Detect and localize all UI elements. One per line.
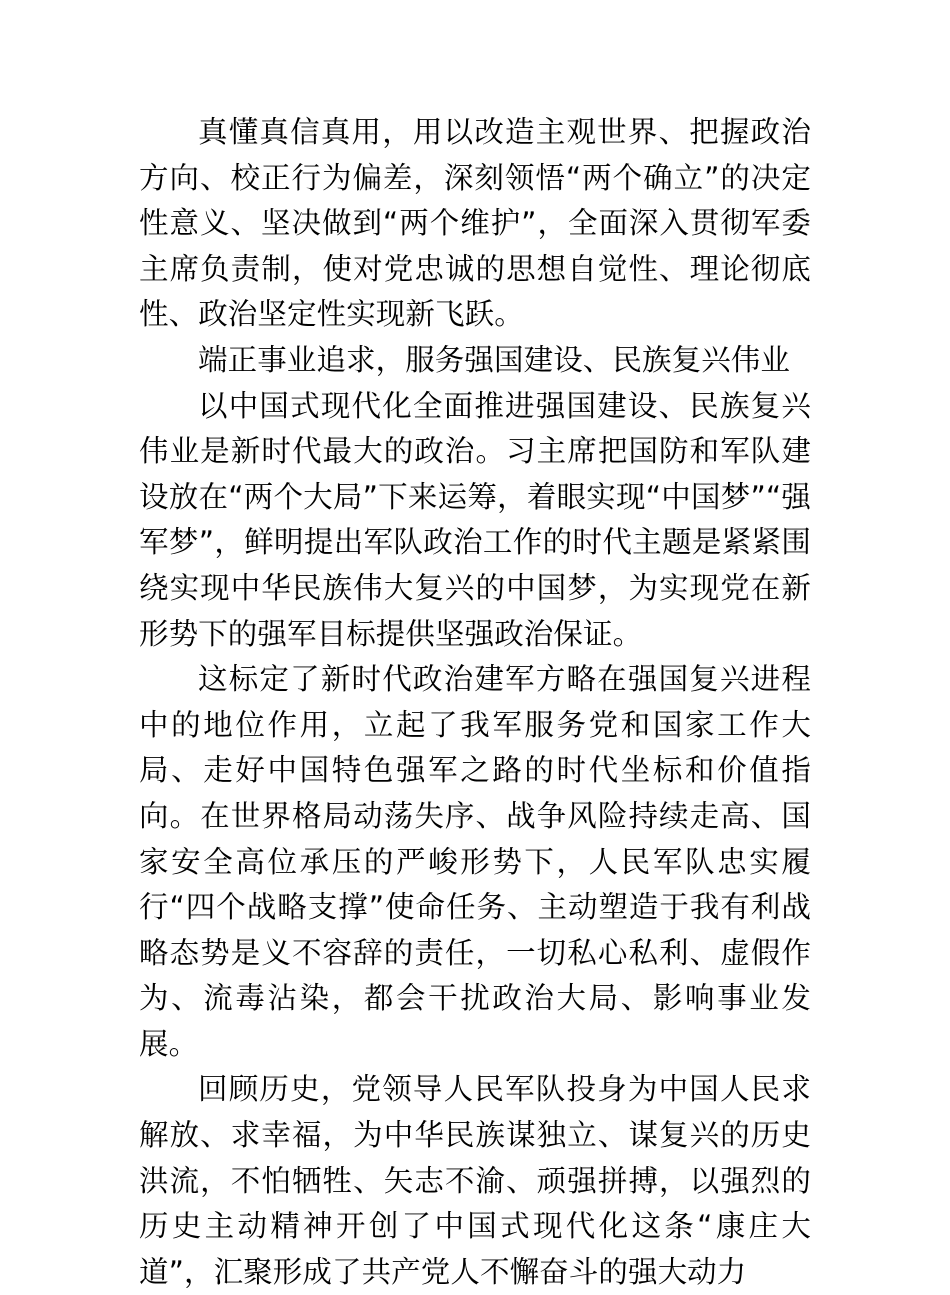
- body-paragraph-1: 真懂真信真用，用以改造主观世界、把握政治方向、校正行为偏差，深刻领悟“两个确立”的决定性意义、坚决做到“两个维护”，全面深入贯彻军委主席负责制，使对党忠诚的思想自觉性、理论彻底性、政治坚定性实现新飞跃。: [139, 115, 811, 332]
- document-text-body: [139, 110, 811, 1295]
- body-paragraph-4: 回顾历史，党领导人民军队投身为中国人民求解放、求幸福，为中华民族谋独立、谋复兴的历史洪流，不怕牺牲、矢志不渝、顽强拼搏，以强烈的历史主动精神开创了中国式现代化这条“康庄大道”，汇聚形成了共产党人不懈奋斗的强大动力: [139, 1072, 811, 1289]
- body-paragraph-3: 这标定了新时代政治建军方略在强国复兴进程中的地位作用，立起了我军服务党和国家工作大局、走好中国特色强军之路的时代坐标和价值指向。在世界格局动荡失序、战争风险持续走高、国家安全高位承压的严峻形势下，人民军队忠实履行“四个战略支撑”使命任务、主动塑造于我有利战略态势是义不容辞的责任，一切私心私利、虚假作为、流毒沾染，都会干扰政治大局、影响事业发展。: [139, 662, 811, 1061]
- body-paragraph-2: 以中国式现代化全面推进强国建设、民族复兴伟业是新时代最大的政治。习主席把国防和军队建设放在“两个大局”下来运筹，着眼实现“中国梦”“强军梦”，鲜明提出军队政治工作的时代主题是紧紧围绕实现中华民族伟大复兴的中国梦，为实现党在新形势下的强军目标提供坚强政治保证。: [139, 388, 811, 651]
- section-heading-1: 端正事业追求，服务强国建设、民族复兴伟业: [198, 342, 791, 377]
